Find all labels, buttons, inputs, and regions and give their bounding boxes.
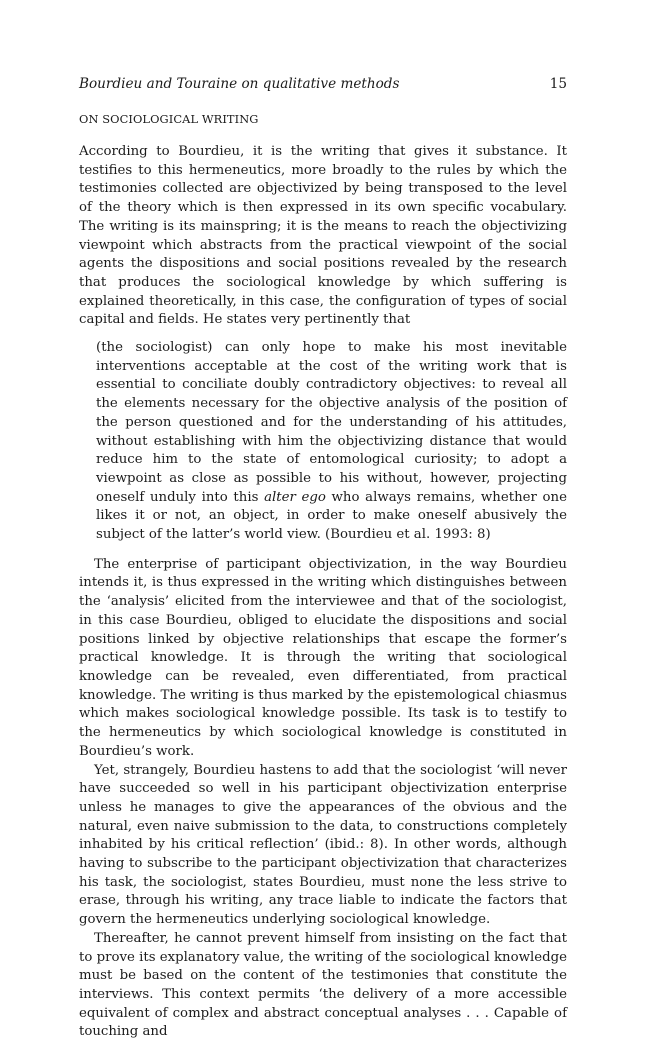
- running-title: Bourdieu and Touraine on qualitative methods: [79, 76, 400, 92]
- quote-text-before: (the sociologist) can only hope to make his most inevitable interventions acceptable at the cost of the writing work that is essential to conciliate doubly contradictory objectives: to reveal all the elements necessary for the objective analysis of the position of the person questioned and for the understanding of his attitudes, without establishing with him the objectivizing distance that would reduce him to the state of entomological curiosity; to adopt a viewpoint as close as possible to his without, however, projecting oneself unduly into this: [96, 340, 567, 505]
- body-paragraph-3: Yet, strangely, Bourdieu hastens to add that the sociologist ‘will never have succeeded so well in his participant objectivization enterprise unless he manages to give the appearances of the obvious and the natural, even naive submission to the data, to constructions completely inhabited by his critical reflection’ (ibid.: 8). In other words, although having to subscribe to the participant objectivization that characterizes his task, the sociologist, states Bourdieu, must none the less strive to erase, through his writing, any trace liable to indicate the factors that govern the hermeneutics underlying sociological knowledge.: [79, 762, 567, 928]
- running-header: [79, 76, 567, 98]
- quote-italic-term: alter ego: [264, 489, 326, 505]
- body-paragraph-4: Thereafter, he cannot prevent himself from insisting on the fact that to prove its explanatory value, the writing of the sociological knowledge must be based on the content of the testimonies that constitute the interviews. This context permits ‘the delivery of a more accessible equivalent of complex and abstract conceptual analyses . . . Capable of touching and: [79, 930, 567, 1040]
- page-number: 15: [549, 76, 567, 92]
- body-paragraph-2: The enterprise of participant objectivization, in the way Bourdieu intends it, is thus expressed in the writing which distinguishes between the ‘analysis’ elicited from the interviewee and that of the sociologist, in this case Bourdieu, obliged to elucidate the dispositions and social positions linked by objective relationships that escape the former’s practical knowledge. It is through the writing that sociological knowledge can be revealed, even differentiated, from practical knowledge. The writing is thus marked by the epistemological chiasmus which makes sociological knowledge possible. Its task is to testify to the hermeneutics by which sociological knowledge is constituted in Bourdieu’s work.: [79, 556, 567, 759]
- quote-text-after: who always remains, whether one likes it or not, an object, in order to make oneself abusively the subject of the latter’s world view. (Bourdieu et al. 1993: 8): [96, 489, 567, 543]
- book-page: [79, 76, 567, 1042]
- body-paragraph-1: According to Bourdieu, it is the writing that gives it substance. It testifies to this hermeneutics, more broadly to the rules by which the testimonies collected are objectivized by being transposed to the level of the theory which is then expressed in its own specific vocabulary. The writing is its mainspring; it is the means to reach the objectivizing viewpoint which abstracts from the practical viewpoint of the social agents the dispositions and social positions revealed by the research that produces the sociological knowledge by which suffering is explained theoretically, in this case, the configuration of types of social capital and fields. He states very pertinently that: [79, 144, 567, 328]
- section-heading: ON SOCIOLOGICAL WRITING: [79, 112, 259, 126]
- block-quote: [96, 339, 567, 545]
